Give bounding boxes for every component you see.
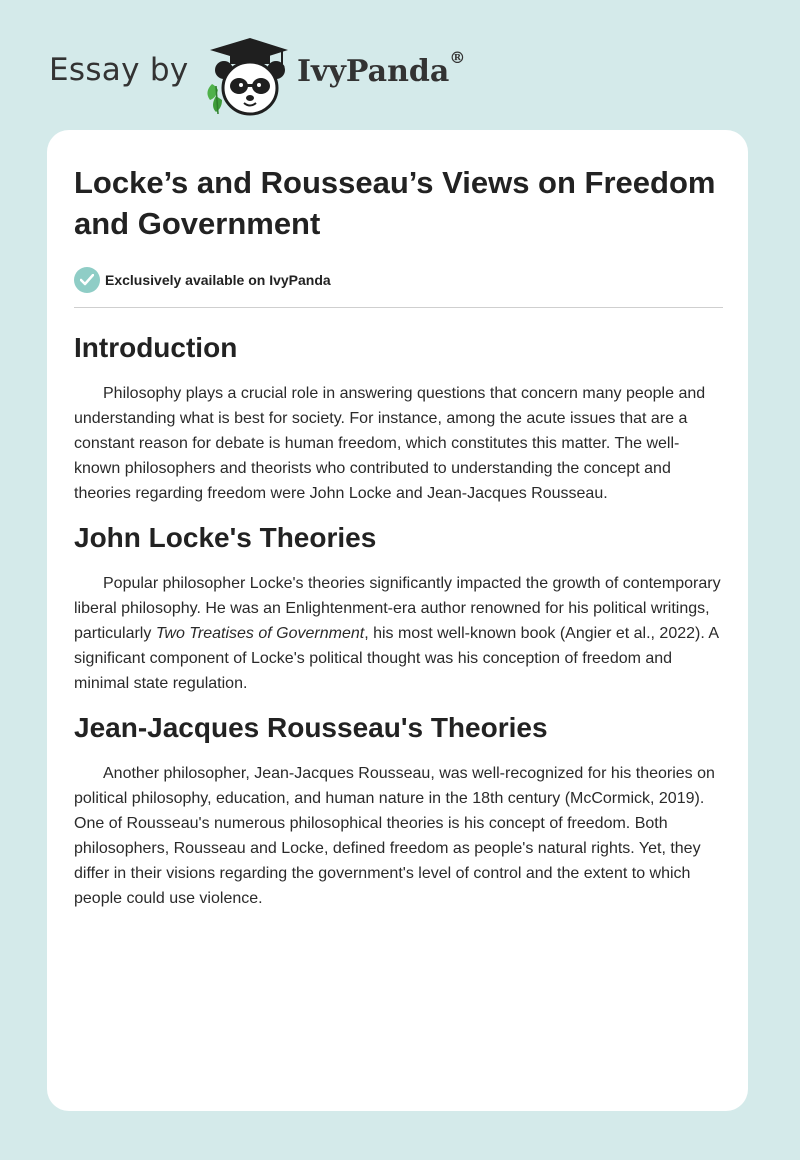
site-header (49, 28, 549, 118)
section-heading-rousseau: Jean-Jacques Rousseau's Theories (74, 712, 548, 743)
section-heading-locke: John Locke's Theories (74, 522, 377, 553)
section-paragraph-introduction: Philosophy plays a crucial role in answering questions that concern many people and understanding what is best for society. For instance, among the acute issues that are a constant reason for debate is human freedom, which constitutes this matter. The well-known philosophers and theorists who contributed to understanding the concept and theories regarding freedom were John Locke and Jean-Jacques Rousseau. (74, 385, 706, 502)
divider (74, 307, 723, 308)
brand-prefix: Essay by (49, 52, 189, 88)
essay-content (74, 162, 723, 911)
registered-mark: ® (449, 48, 466, 67)
paragraph-text: , his most well-known book (Angier et al., 2022). A significant component of Locke's political thought was his conception of freedom and minimal state regulation. (74, 625, 719, 692)
book-title: Two Treatises of Government (155, 625, 365, 642)
exclusive-label: Exclusively available on IvyPanda (105, 272, 331, 288)
section-heading-introduction: Introduction (74, 332, 238, 363)
essay-card (47, 130, 748, 1111)
page-title: Locke’s and Rousseau’s Views on Freedom and Government (74, 165, 716, 241)
section-paragraph-rousseau: Another philosopher, Jean-Jacques Rousseau, was well-recognized for his theories on political philosophy, education, and human nature in the 18th century (McCormick, 2019). One of Rousseau's numerous philosophical theories is his concept of freedom. Both philosophers, Rousseau and Locke, defined freedom as people's natural rights. Yet, they differ in their visions regarding the government's level of control and the extent to which people could use violence. (74, 765, 715, 907)
section-paragraph-locke (74, 571, 723, 696)
exclusive-badge (74, 266, 723, 294)
panda-logo-icon[interactable] (202, 36, 292, 118)
paragraph-text: Popular philosopher Locke's theories significantly impacted the growth of contemporary liberal philosophy. He was an Enlightenment-era author renowned for his political writings, particularly (74, 575, 721, 642)
brand-name[interactable] (297, 48, 466, 89)
brand-name-text: IvyPanda (297, 54, 450, 89)
check-icon (74, 267, 100, 293)
